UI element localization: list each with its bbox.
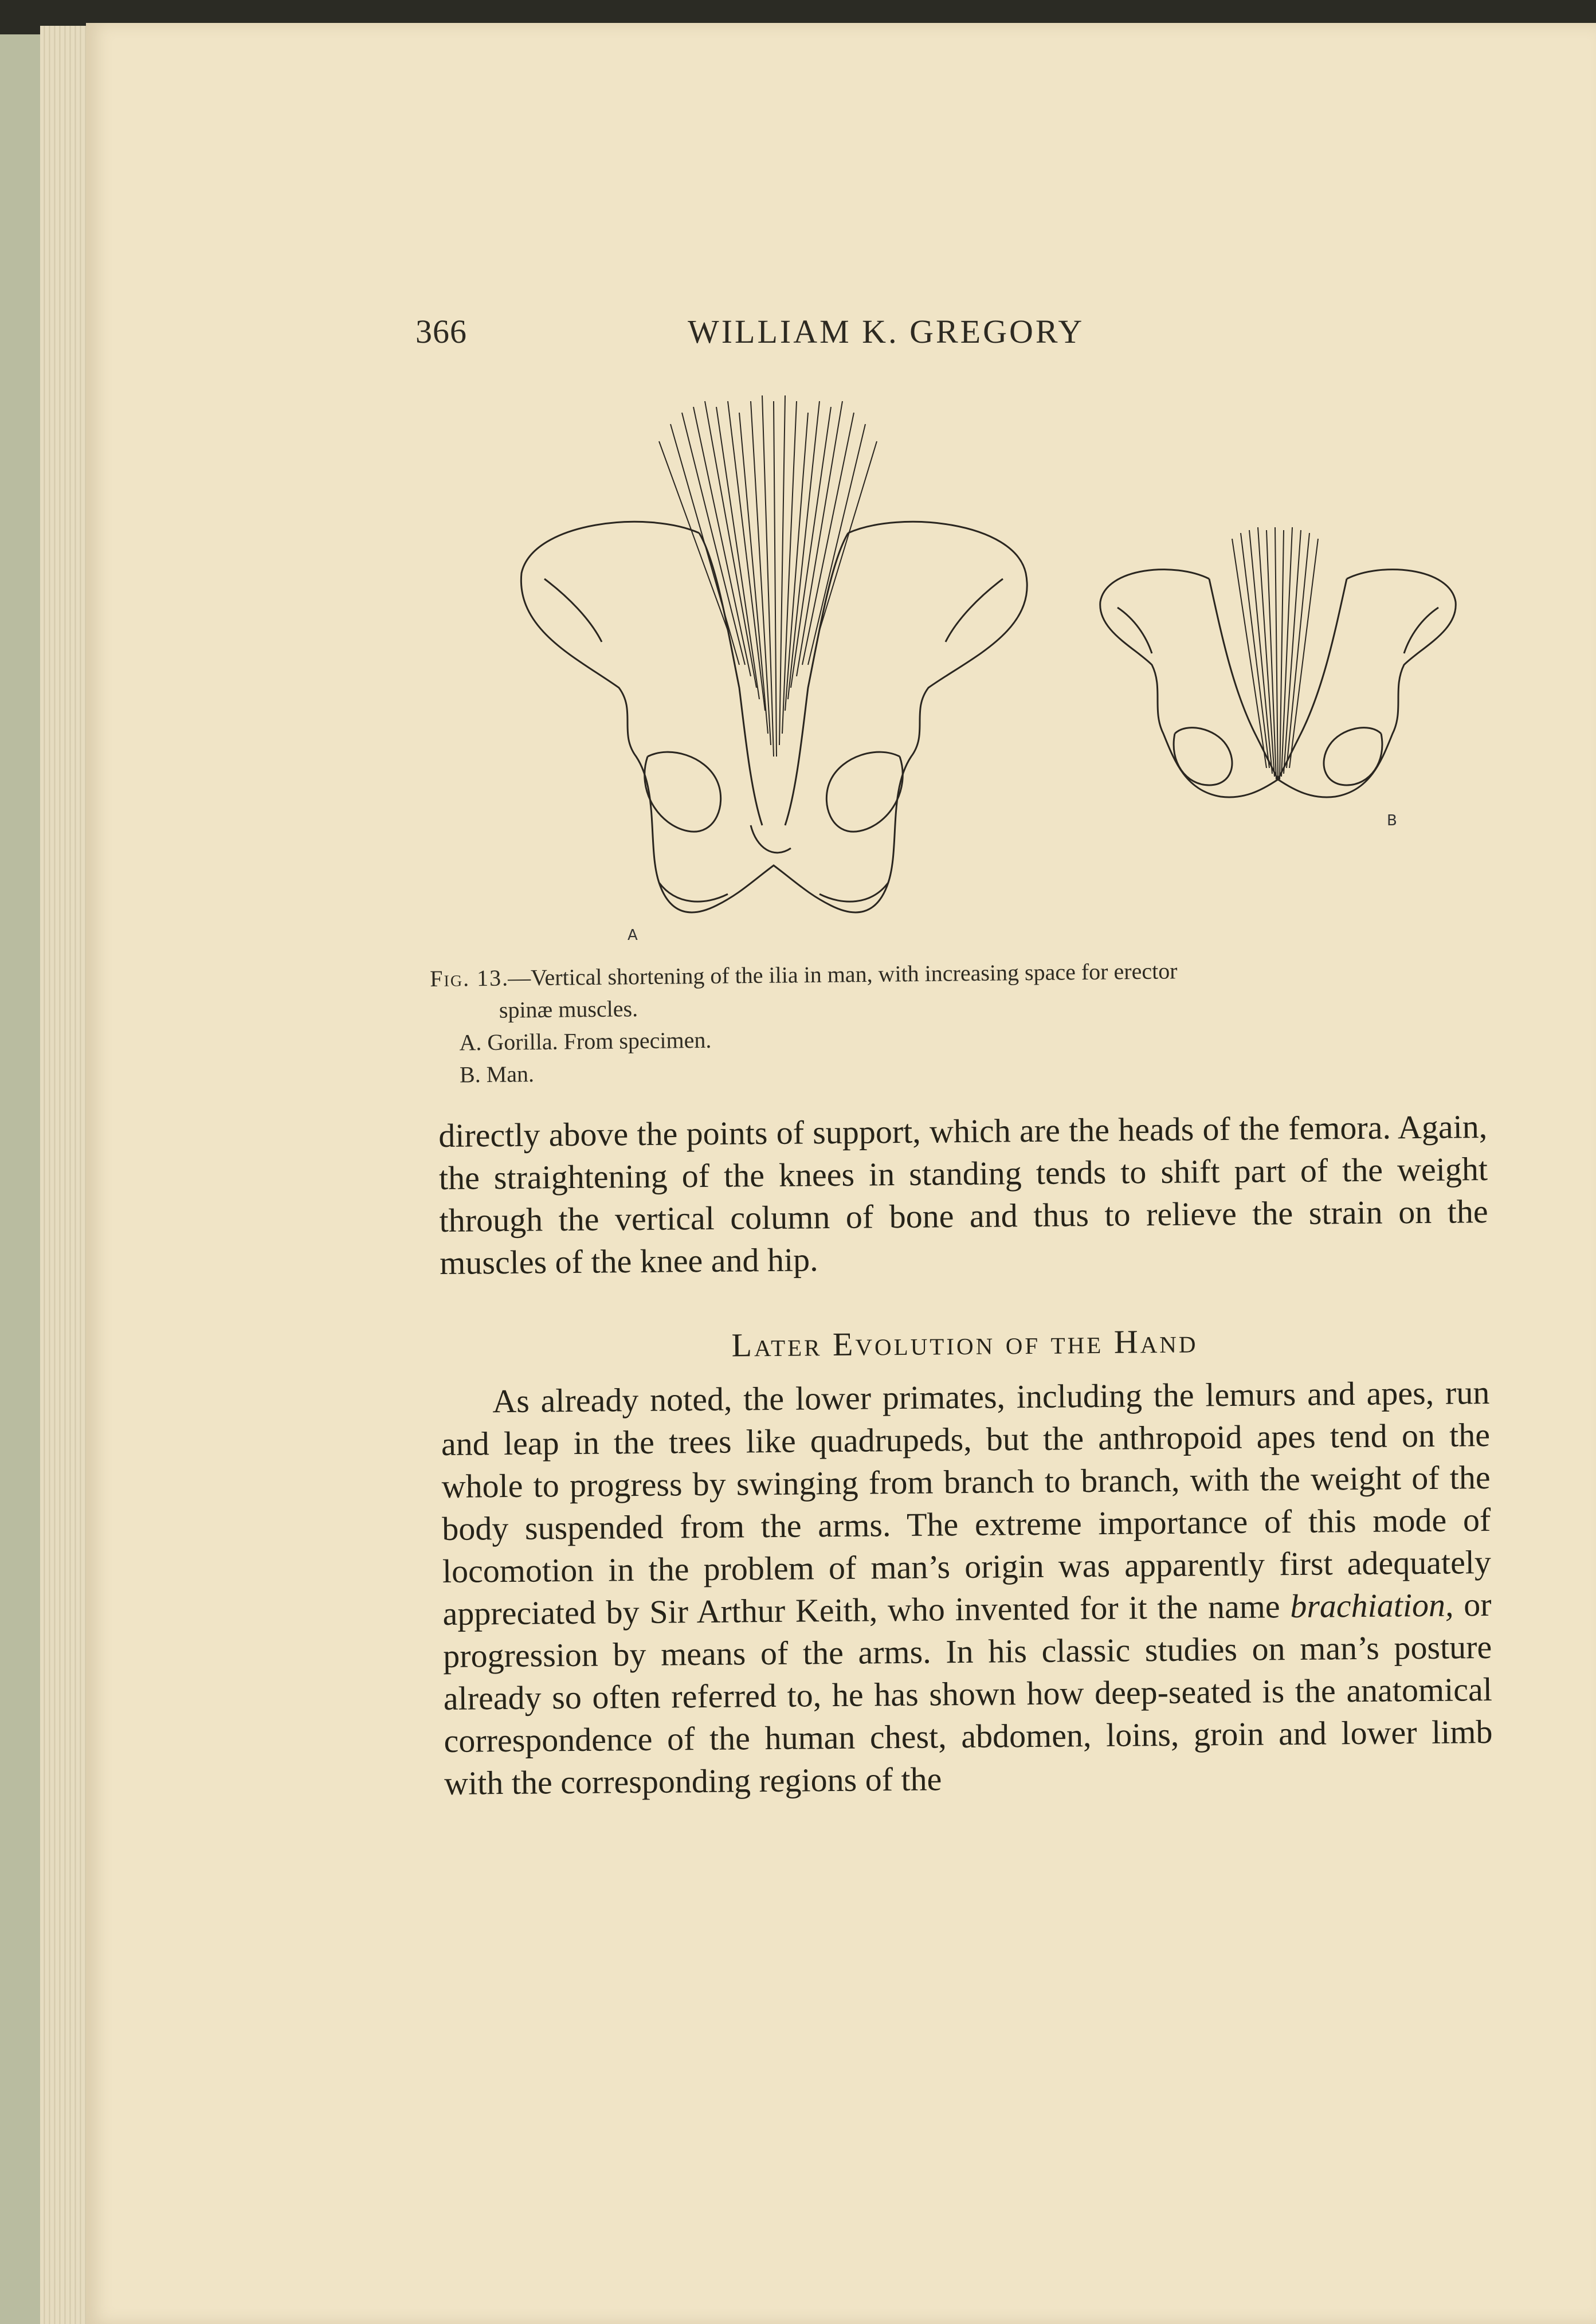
paragraph-2 [441, 1371, 1493, 1805]
running-head-author: WILLIAM K. GREGORY [688, 313, 1085, 350]
paragraph-2-part-1: As already noted, the lower primates, including the lemurs and apes, run and leap in the trees like quadrupeds, but the anthropoid apes tend on the whole to progress by swinging from branch to branch, with the weight of the body suspended from the arms. The extreme importance of this mode of locomotion in the problem of man’s origin was apparently first adequately appreciated by Sir Arthur Keith, who invented for it the name [441, 1374, 1492, 1632]
book-page [86, 23, 1596, 2324]
human-erector-muscle-fibers [1232, 527, 1318, 779]
pelvis-illustration [430, 390, 1519, 986]
caption-figure-number: Fig. 13 [430, 965, 503, 991]
panel-a-label: A [628, 927, 638, 944]
caption-panel-a: A. Gorilla. From specimen. [459, 1026, 712, 1056]
paragraph-1: directly above the points of support, which are the heads of the femora. Again, the straightening of the knees in standing tends to shift part of the weight through the vertical column of bone and thus to relieve the strain on the muscles of the knee and hip. [438, 1108, 1488, 1281]
figure-13 [430, 390, 1519, 986]
section-heading: Later Evolution of the Hand [731, 1322, 1198, 1364]
gorilla-pelvis-drawing [521, 522, 1027, 912]
caption-text: .—Vertical shortening of the ilia in man, with increasing space for erector [501, 958, 1178, 991]
term-brachiation: brachiation, [1290, 1586, 1454, 1625]
figure-caption [430, 952, 1491, 1091]
panel-b-label: B [1387, 812, 1397, 829]
caption-line-2: spinæ muscles. [499, 996, 638, 1023]
page-number: 366 [415, 313, 467, 350]
paragraph-2-part-2: or progression by means of the arms. In his classic studies on man’s posture already so often referred to, he has shown how deep-seated is the anatomical correspondence of the human chest, abdomen, loins, groin and lower limb with the corresponding regions of the [442, 1585, 1493, 1802]
gorilla-erector-muscle-fibers [659, 395, 877, 757]
running-head [86, 312, 1596, 364]
caption-panel-b: B. Man. [459, 1061, 535, 1088]
body-text [438, 1106, 1493, 1805]
